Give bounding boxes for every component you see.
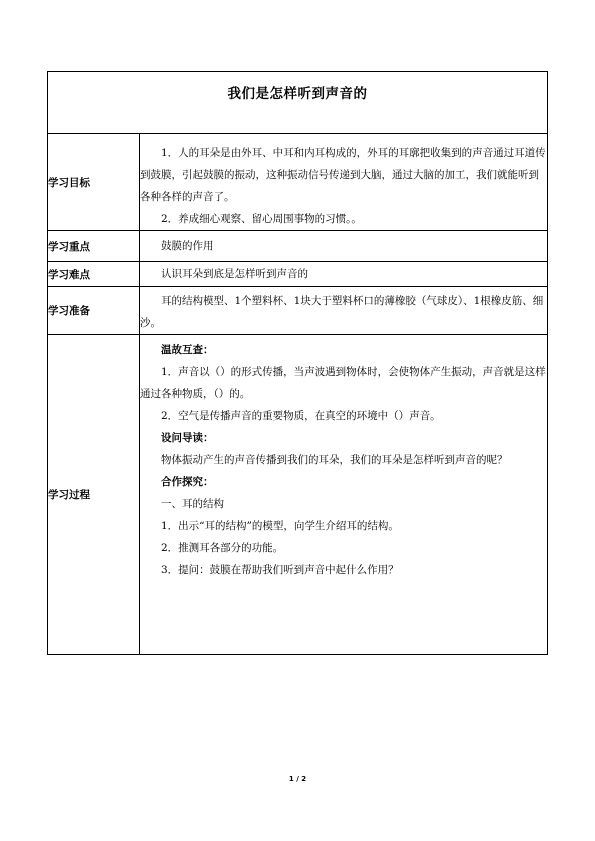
review-heading: 温故互查： bbox=[161, 344, 214, 356]
learning-focus-row bbox=[48, 231, 548, 262]
learning-focus-text: 鼓膜的作用 bbox=[161, 240, 214, 252]
explore-step-2: 2．推测耳各部分的功能。 bbox=[161, 542, 284, 554]
learning-preparation-label: 学习准备 bbox=[48, 287, 140, 335]
learning-process-row bbox=[48, 335, 548, 655]
learning-goals-content bbox=[140, 134, 548, 231]
learning-difficulty-content bbox=[140, 262, 548, 287]
learning-goals-label: 学习目标 bbox=[48, 134, 140, 231]
learning-preparation-row bbox=[48, 287, 548, 335]
explore-heading: 合作探究： bbox=[161, 476, 214, 488]
learning-preparation-text: 耳的结构模型、1个塑料杯、1块大于塑料杯口的薄橡胶（气球皮）、1根橡皮筋、细沙。 bbox=[140, 295, 544, 329]
guide-text: 物体振动产生的声音传播到我们的耳朵，我们的耳朵是怎样听到声音的呢？ bbox=[161, 454, 508, 466]
explore-section-title: 一、耳的结构 bbox=[161, 498, 224, 510]
learning-difficulty-label: 学习难点 bbox=[48, 262, 140, 287]
explore-step-1: 1．出示“耳的结构”的模型，向学生介绍耳的结构。 bbox=[161, 520, 399, 532]
goal-item-1: 1．人的耳朵是由外耳、中耳和内耳构成的，外耳的耳廓把收集到的声音通过耳道传到鼓膜，引起鼓膜的振动，这种振动信号传递到大脑，通过大脑的加工，我们就能听到各种各样的声音了。 bbox=[140, 147, 546, 203]
guide-heading: 设问导读： bbox=[161, 432, 214, 444]
lesson-table bbox=[47, 71, 548, 655]
learning-process-label: 学习过程 bbox=[48, 335, 140, 655]
explore-step-3: 3．提问：鼓膜在帮助我们听到声音中起什么作用？ bbox=[161, 564, 399, 576]
learning-difficulty-row bbox=[48, 262, 548, 287]
page-number: 1 / 2 bbox=[288, 775, 307, 783]
document-title: 我们是怎样听到声音的 bbox=[227, 86, 368, 102]
goal-item-2: 2．养成细心观察、留心周围事物的习惯。。 bbox=[161, 213, 362, 225]
learning-focus-content bbox=[140, 231, 548, 262]
learning-focus-label: 学习重点 bbox=[48, 231, 140, 262]
learning-goals-row bbox=[48, 134, 548, 231]
learning-process-content bbox=[140, 335, 548, 655]
review-question-2: 2．空气是传播声音的重要物质，在真空的环境中（）声音。 bbox=[161, 410, 441, 422]
title-row bbox=[48, 72, 548, 134]
learning-preparation-content bbox=[140, 287, 548, 335]
learning-difficulty-text: 认识耳朵到底是怎样听到声音的 bbox=[161, 268, 308, 280]
review-question-1: 1．声音以（）的形式传播，当声波遇到物体时，会使物体产生振动，声音就是这样通过各种物质，（）的。 bbox=[140, 366, 546, 400]
